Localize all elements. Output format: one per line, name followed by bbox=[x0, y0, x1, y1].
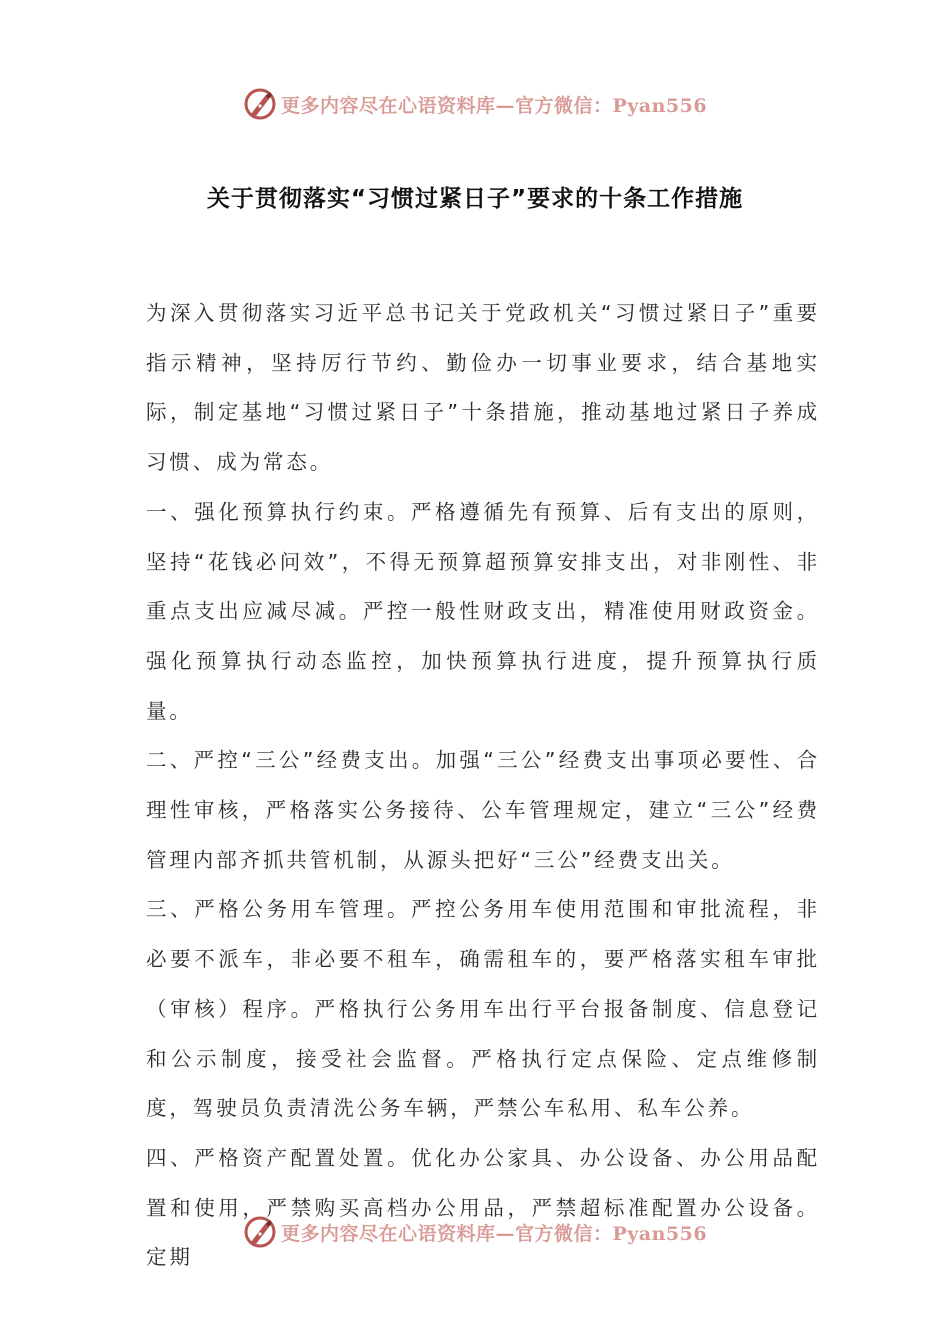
watermark-banner-bottom bbox=[0, 1212, 950, 1252]
watermark-text: 更多内容尽在心语资料库—官方微信：Pyan556 bbox=[280, 94, 708, 117]
pen-nib-logo-icon bbox=[243, 1215, 277, 1249]
measure-paragraph-1: 一、强化预算执行约束。严格遵循先有预算、后有支出的原则，坚持“花钱必问效”，不得无预算超预算安排支出，对非刚性、非重点支出应减尽减。严控一般性财政支出，精准使用财政资金。强化预算执行动态监控，加快预算执行进度，提升预算执行质量。 bbox=[146, 499, 820, 723]
measure-paragraph-4: 四、严格资产配置处置。优化办公家具、办公设备、办公用品配置和使用，严禁购买高档办公用品，严禁超标准配置办公设备。定期 bbox=[146, 1145, 820, 1270]
measure-paragraph-3: 三、严格公务用车管理。严控公务用车使用范围和审批流程，非必要不派车，非必要不租车，确需租车的，要严格落实租车审批（审核）程序。严格执行公务用车出行平台报备制度、信息登记和公示制度，接受社会监督。严格执行定点保险、定点维修制度，驾驶员负责清洗公务车辆，严禁公车私用、私车公养。 bbox=[146, 897, 820, 1121]
pen-nib-logo-icon bbox=[243, 87, 277, 121]
watermark-text: 更多内容尽在心语资料库—官方微信：Pyan556 bbox=[280, 1222, 708, 1245]
watermark-banner-top bbox=[0, 84, 950, 124]
measure-paragraph-2: 二、严控“三公”经费支出。加强“三公”经费支出事项必要性、合理性审核，严格落实公务接待、公车管理规定，建立“三公”经费管理内部齐抓共管机制，从源头把好“三公”经费支出关。 bbox=[146, 748, 820, 872]
document-title: 关于贯彻落实“习惯过紧日子”要求的十条工作措施 bbox=[206, 186, 744, 212]
document-body bbox=[146, 289, 820, 1283]
intro-paragraph: 为深入贯彻落实习近平总书记关于党政机关“习惯过紧日子”重要指示精神，坚持厉行节约、勤俭办一切事业要求，结合基地实际，制定基地“习惯过紧日子”十条措施，推动基地过紧日子养成习惯、成为常态。 bbox=[146, 301, 820, 475]
